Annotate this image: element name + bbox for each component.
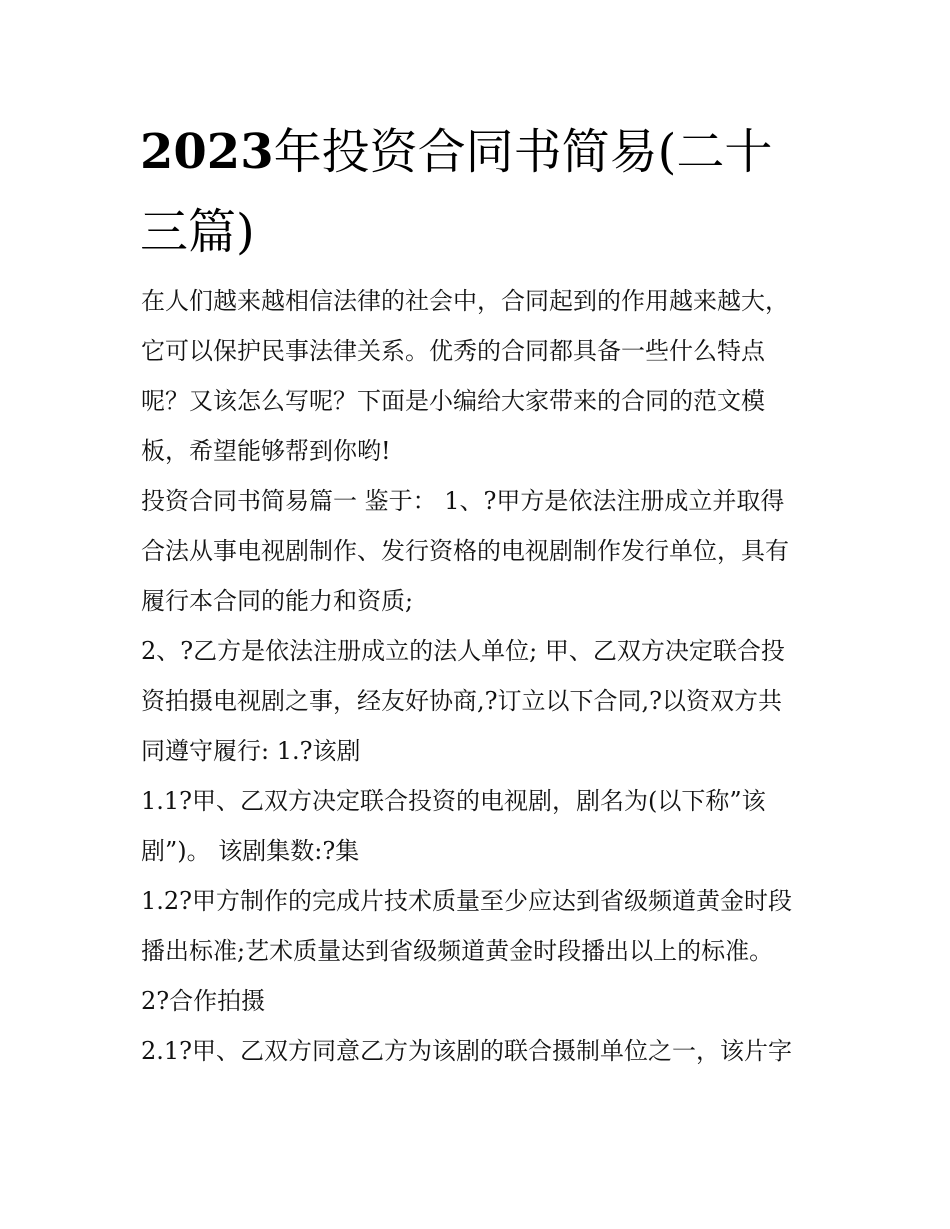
text-line: 投资合同书简易篇一 鉴于： 1、?甲方是依法注册成立并取得 bbox=[141, 487, 785, 515]
text-line: 剧”)。 该剧集数:?集 bbox=[141, 837, 360, 865]
text-line: 1.1?甲、乙双方决定联合投资的电视剧，剧名为(以下称”该 bbox=[141, 787, 766, 815]
text-line: 在人们越来越相信法律的社会中，合同起到的作用越来越大， bbox=[141, 287, 789, 315]
text-line: 合法从事电视剧制作、发行资格的电视剧制作发行单位，具有 bbox=[141, 537, 789, 565]
paragraph-clause-1-1 bbox=[141, 776, 821, 876]
title-line1: 年投资合同书简易(二十 bbox=[273, 124, 773, 180]
text-line: 2.1?甲、乙双方同意乙方为该剧的联合摄制单位之一，该片字 bbox=[141, 1037, 793, 1065]
text-line: 资拍摄电视剧之事，经友好协商,?订立以下合同,?以资双方共 bbox=[141, 687, 782, 715]
paragraph-clause-2-1 bbox=[141, 1026, 821, 1076]
paragraph-article-2 bbox=[141, 626, 821, 776]
text-line: 2?合作拍摄 bbox=[141, 987, 266, 1015]
section-heading-2 bbox=[141, 976, 821, 1026]
page-title bbox=[140, 112, 820, 272]
text-line: 它可以保护民事法律关系。优秀的合同都具备一些什么特点 bbox=[141, 337, 765, 365]
text-line: 1.2?甲方制作的完成片技术质量至少应达到省级频道黄金时段 bbox=[141, 887, 793, 915]
document-body bbox=[141, 276, 821, 1076]
paragraph-intro bbox=[141, 276, 821, 476]
title-year: 2023 bbox=[140, 124, 274, 180]
text-line: 播出标准;艺术质量达到省级频道黄金时段播出以上的标准。 bbox=[141, 937, 774, 965]
paragraph-article-1 bbox=[141, 476, 821, 626]
text-line: 2、?乙方是依法注册成立的法人单位; 甲、乙双方决定联合投 bbox=[141, 637, 785, 665]
title-line2: 三篇) bbox=[140, 204, 255, 260]
text-line: 履行本合同的能力和资质; bbox=[141, 587, 414, 615]
paragraph-clause-1-2 bbox=[141, 876, 821, 976]
text-line: 同遵守履行: 1.?该剧 bbox=[141, 737, 361, 765]
text-line: 呢？又该怎么写呢？下面是小编给大家带来的合同的范文模 bbox=[141, 387, 765, 415]
text-line: 板，希望能够帮到你哟! bbox=[141, 437, 391, 465]
